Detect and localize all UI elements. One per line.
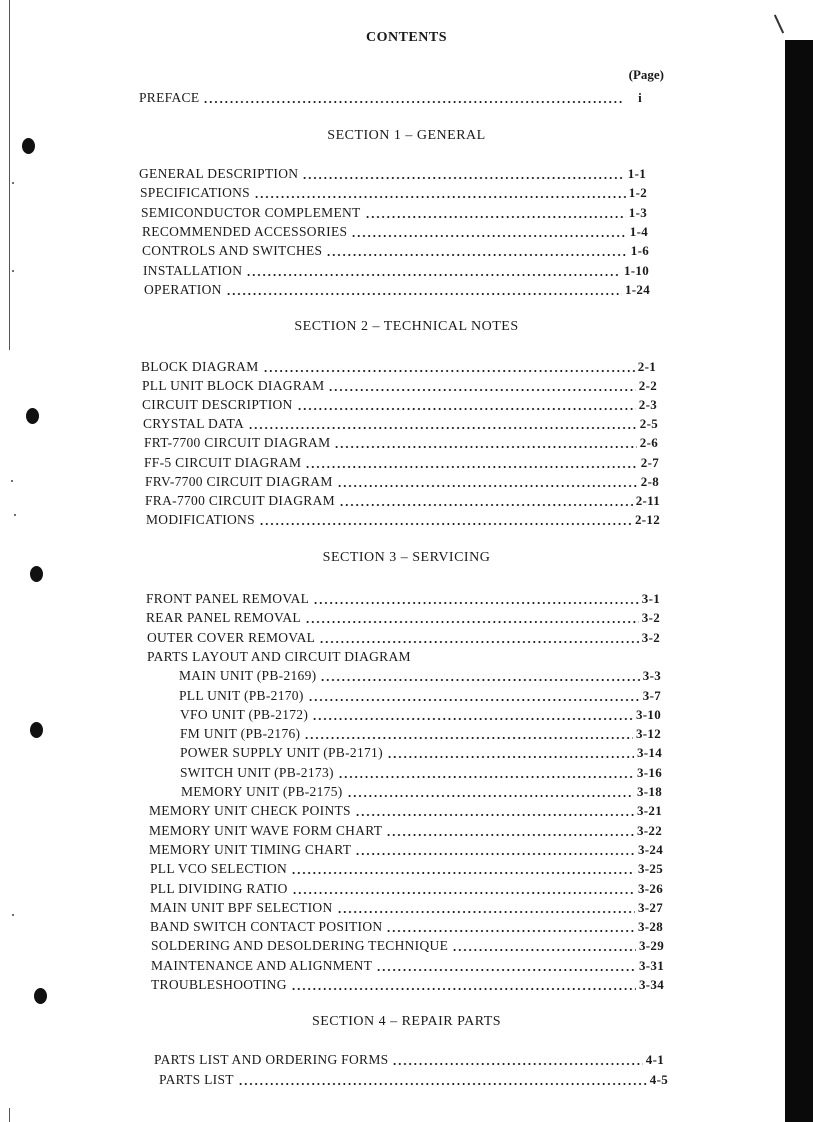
dot-leader <box>387 756 634 758</box>
dot-leader <box>355 814 634 816</box>
scan-speck <box>12 270 14 272</box>
dot-leader <box>337 911 635 913</box>
toc-entry-label: PLL UNIT BLOCK DIAGRAM <box>142 378 325 393</box>
toc-entry-page: 3-21 <box>636 803 662 818</box>
toc-entry-page: 2-1 <box>637 359 656 374</box>
toc-entry[interactable] <box>149 803 662 819</box>
toc-entry-page: 3-2 <box>641 610 660 625</box>
dot-leader <box>263 370 635 372</box>
toc-entry-label: GENERAL DESCRIPTION <box>139 166 299 181</box>
toc-entry[interactable] <box>140 185 647 201</box>
toc-entry-label: POWER SUPPLY UNIT (PB-2171) <box>180 745 383 760</box>
toc-entry[interactable] <box>154 1052 664 1068</box>
toc-entry[interactable] <box>139 166 646 182</box>
dot-leader <box>292 892 635 894</box>
dot-leader <box>203 101 623 103</box>
section-heading: SECTION 4 – REPAIR PARTS <box>311 1014 502 1029</box>
toc-entry-page: 3-22 <box>636 823 662 838</box>
toc-entry[interactable] <box>151 958 664 974</box>
toc-entry[interactable] <box>180 745 662 761</box>
dot-leader <box>392 1063 642 1065</box>
toc-entry-label: SEMICONDUCTOR COMPLEMENT <box>141 205 361 220</box>
toc-entry-label: MAIN UNIT BPF SELECTION <box>150 900 333 915</box>
section-heading: SECTION 3 – SERVICING <box>322 550 491 565</box>
toc-entry-label: MAINTENANCE AND ALIGNMENT <box>151 958 373 973</box>
toc-entry-label: BLOCK DIAGRAM <box>141 359 259 374</box>
toc-entry-label: CONTROLS AND SWITCHES <box>142 243 323 258</box>
toc-entry[interactable] <box>150 881 663 897</box>
toc-entry-page: 1-10 <box>623 263 649 278</box>
toc-entry-page: 3-3 <box>642 668 661 683</box>
toc-entry-label: RECOMMENDED ACCESSORIES <box>142 224 348 239</box>
toc-entry-page: 2-8 <box>640 474 659 489</box>
dot-leader <box>291 872 635 874</box>
dot-leader <box>386 834 634 836</box>
toc-entry[interactable] <box>180 707 661 723</box>
toc-entry-page: 1-24 <box>624 282 650 297</box>
dot-leader <box>351 235 626 237</box>
scan-speck <box>12 914 14 916</box>
toc-entry-label: FRT-7700 CIRCUIT DIAGRAM <box>144 435 331 450</box>
dot-leader <box>226 293 622 295</box>
dot-leader <box>304 737 633 739</box>
toc-entry-page: 3-12 <box>635 726 661 741</box>
toc-entry-label: FF-5 CIRCUIT DIAGRAM <box>144 455 302 470</box>
toc-entry-page: 3-1 <box>641 591 660 606</box>
toc-entry-label: SPECIFICATIONS <box>140 185 250 200</box>
toc-entry-label: MAIN UNIT (PB-2169) <box>179 668 317 683</box>
toc-entry-page: 3-34 <box>638 977 664 992</box>
dot-leader <box>328 389 635 391</box>
punch-hole <box>34 988 47 1004</box>
dot-leader <box>297 408 636 410</box>
toc-entry-label: FRA-7700 CIRCUIT DIAGRAM <box>145 493 335 508</box>
dot-leader <box>291 988 636 990</box>
section-heading: SECTION 2 – TECHNICAL NOTES <box>294 319 519 334</box>
toc-entry[interactable] <box>150 900 663 916</box>
toc-entry-page: 3-10 <box>635 707 661 722</box>
toc-entry[interactable] <box>143 416 658 432</box>
scan-edge-shadow <box>785 40 813 1122</box>
toc-entry-label: MEMORY UNIT WAVE FORM CHART <box>149 823 383 838</box>
toc-entry-page: 3-18 <box>636 784 662 799</box>
section-heading: SECTION 1 – GENERAL <box>327 128 486 143</box>
toc-entry-page: 3-31 <box>638 958 664 973</box>
toc-entry-page: 1-1 <box>627 166 646 181</box>
toc-entry[interactable] <box>180 765 662 781</box>
toc-entry-page: i <box>638 90 642 105</box>
toc-entry-page: 3-2 <box>641 630 660 645</box>
toc-entry[interactable] <box>144 455 659 471</box>
toc-entry-label: SWITCH UNIT (PB-2173) <box>180 765 334 780</box>
toc-entry-page: 3-27 <box>637 900 663 915</box>
toc-entry[interactable] <box>143 263 649 279</box>
dot-leader <box>337 485 638 487</box>
toc-entry[interactable] <box>142 378 657 394</box>
toc-entry-label: FRONT PANEL REMOVAL <box>146 591 310 606</box>
toc-entry-page: 2-2 <box>638 378 657 393</box>
toc-entry-page: 1-6 <box>630 243 649 258</box>
toc-entry[interactable] <box>181 784 662 800</box>
binding-edge-line <box>9 0 10 350</box>
toc-entry-label: VFO UNIT (PB-2172) <box>180 707 309 722</box>
toc-entry[interactable] <box>146 610 660 626</box>
toc-entry[interactable] <box>141 359 656 375</box>
page-column-label: (Page) <box>628 67 664 82</box>
toc-entry-page: 2-5 <box>639 416 658 431</box>
toc-entry-page: 2-7 <box>640 455 659 470</box>
dot-leader <box>308 699 640 701</box>
toc-entry-label: CRYSTAL DATA <box>143 416 245 431</box>
toc-entry-page: 2-3 <box>638 397 657 412</box>
dot-leader <box>386 930 635 932</box>
dot-leader <box>312 718 633 720</box>
dot-leader <box>326 254 627 256</box>
toc-entry-page: 2-11 <box>635 493 660 508</box>
toc-entry-label: MEMORY UNIT (PB-2175) <box>181 784 343 799</box>
toc-entry-label: PARTS LIST <box>159 1072 234 1087</box>
toc-entry-page: 1-4 <box>629 224 648 239</box>
toc-entry-label: OPERATION <box>144 282 222 297</box>
toc-entry-label: OUTER COVER REMOVAL <box>147 630 316 645</box>
toc-entry[interactable] <box>142 243 649 259</box>
toc-entry-label: FM UNIT (PB-2176) <box>180 726 301 741</box>
dot-leader <box>347 795 634 797</box>
toc-entry[interactable] <box>149 842 663 858</box>
toc-entry-page: 3-24 <box>637 842 663 857</box>
toc-entry[interactable] <box>179 688 661 704</box>
toc-entry[interactable] <box>145 493 660 509</box>
toc-entry-label: PARTS LAYOUT AND CIRCUIT DIAGRAM <box>147 649 411 664</box>
dot-leader <box>302 177 624 179</box>
toc-entry[interactable] <box>180 726 661 742</box>
toc-entry[interactable] <box>179 668 661 684</box>
toc-entry[interactable] <box>151 938 664 954</box>
scan-speck <box>14 514 16 516</box>
toc-entry-label: INSTALLATION <box>143 263 243 278</box>
toc-entry-label: PLL VCO SELECTION <box>150 861 288 876</box>
toc-entry-page: 3-25 <box>637 861 663 876</box>
scan-speck <box>11 480 13 482</box>
dot-leader <box>305 466 637 468</box>
toc-entry[interactable] <box>144 282 650 298</box>
toc-entry-label: MEMORY UNIT TIMING CHART <box>149 842 352 857</box>
punch-hole <box>30 722 43 738</box>
toc-entry-page: 3-14 <box>636 745 662 760</box>
toc-entry-label: BAND SWITCH CONTACT POSITION <box>150 919 383 934</box>
toc-entry-label: PARTS LIST AND ORDERING FORMS <box>154 1052 389 1067</box>
toc-entry-page: 3-7 <box>642 688 661 703</box>
toc-entry[interactable] <box>149 823 662 839</box>
toc-entry-label: CIRCUIT DESCRIPTION <box>142 397 293 412</box>
dot-leader <box>305 621 639 623</box>
toc-entry[interactable] <box>146 512 660 528</box>
dot-leader <box>254 196 626 198</box>
toc-entry-label: PLL UNIT (PB-2170) <box>179 688 304 703</box>
toc-entry[interactable] <box>142 397 657 413</box>
dot-leader <box>319 641 639 643</box>
toc-entry-preface[interactable] <box>139 90 642 106</box>
toc-entry-page: 2-12 <box>634 512 660 527</box>
dot-leader <box>248 427 637 429</box>
toc-entry-page: 3-29 <box>638 938 664 953</box>
toc-entry[interactable] <box>141 205 647 221</box>
dot-leader <box>238 1083 647 1085</box>
toc-entry[interactable] <box>151 977 664 993</box>
toc-entry[interactable] <box>150 861 663 877</box>
toc-entry-page: 3-28 <box>637 919 663 934</box>
toc-entry-page: 4-5 <box>649 1072 668 1087</box>
dot-leader <box>246 274 621 276</box>
dot-leader <box>452 949 636 951</box>
toc-entry-label: PLL DIVIDING RATIO <box>150 881 288 896</box>
dot-leader <box>334 446 636 448</box>
toc-entry-label: TROUBLESHOOTING <box>151 977 287 992</box>
toc-entry[interactable] <box>150 919 663 935</box>
toc-entry-page: 2-6 <box>639 435 658 450</box>
toc-entry-label: FRV-7700 CIRCUIT DIAGRAM <box>145 474 333 489</box>
toc-entry-label: MEMORY UNIT CHECK POINTS <box>149 803 351 818</box>
toc-entry[interactable] <box>147 649 661 665</box>
toc-entry-page: 3-26 <box>637 881 663 896</box>
dot-leader <box>259 523 632 525</box>
toc-entry[interactable] <box>146 591 660 607</box>
toc-entry[interactable] <box>147 630 660 646</box>
toc-entry[interactable] <box>142 224 648 240</box>
toc-entry[interactable] <box>159 1072 668 1088</box>
toc-entry-label: MODIFICATIONS <box>146 512 255 527</box>
toc-entry-page: 4-1 <box>645 1052 664 1067</box>
punch-hole <box>30 566 43 582</box>
dot-leader <box>338 776 634 778</box>
toc-entry-page: 1-2 <box>628 185 647 200</box>
dot-leader <box>320 679 639 681</box>
toc-entry-label: PREFACE <box>139 90 200 105</box>
toc-entry-label: SOLDERING AND DESOLDERING TECHNIQUE <box>151 938 449 953</box>
toc-entry-page: 1-3 <box>628 205 647 220</box>
binding-edge-line <box>9 1108 10 1122</box>
punch-hole <box>26 408 39 424</box>
dot-leader <box>376 969 636 971</box>
toc-entry[interactable] <box>145 474 659 490</box>
dot-leader <box>339 504 633 506</box>
toc-entry[interactable] <box>144 435 658 451</box>
dot-leader <box>313 602 639 604</box>
dot-leader <box>365 216 626 218</box>
scan-speck <box>12 182 14 184</box>
toc-entry-label: REAR PANEL REMOVAL <box>146 610 301 625</box>
toc-entry-page: 3-16 <box>636 765 662 780</box>
page-title: CONTENTS <box>365 30 448 45</box>
dot-leader <box>355 853 635 855</box>
